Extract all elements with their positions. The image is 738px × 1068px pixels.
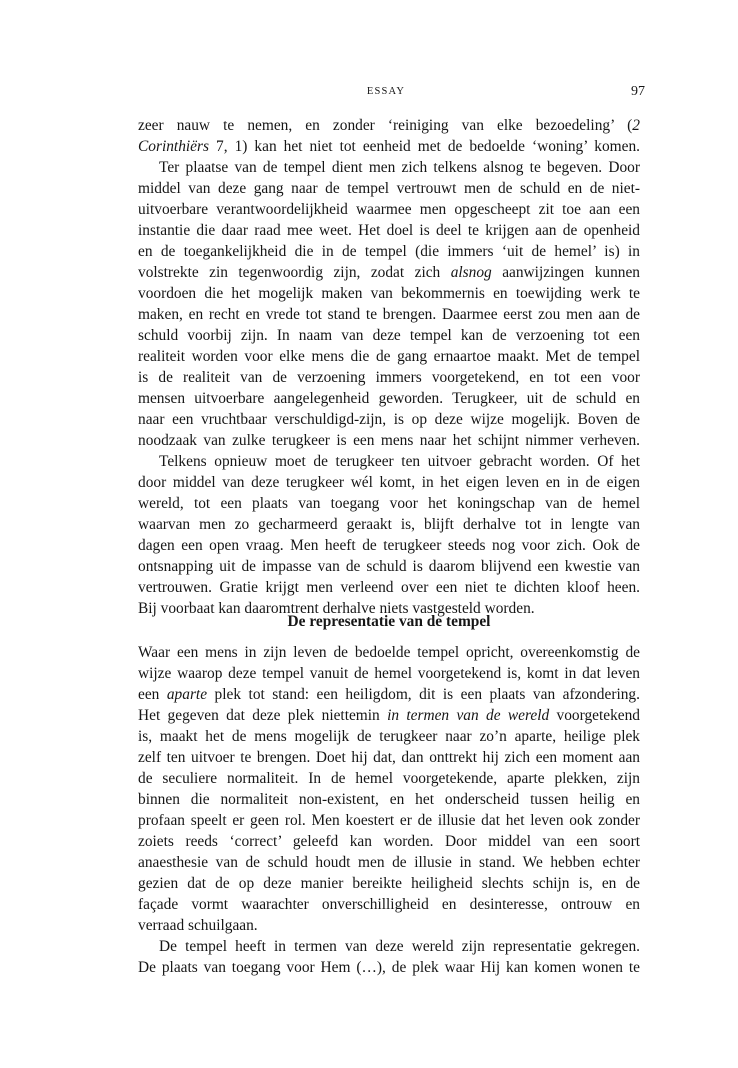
text-segment: zeer nauw te nemen, en zonder ‘reiniging van elke bezoedeling’ ( xyxy=(138,117,633,134)
text-line xyxy=(138,409,640,430)
text-line xyxy=(138,388,640,409)
text-line xyxy=(138,789,640,810)
text-line xyxy=(138,684,640,705)
text-segment: de seculiere normaliteit. In de hemel voorgetekende, aparte plekken, zijn xyxy=(138,770,640,787)
text-line xyxy=(138,514,640,535)
text-line xyxy=(138,262,640,283)
text-line xyxy=(138,472,640,493)
italic-text: 2 xyxy=(632,117,640,134)
text-segment: waarvan men zo gecharmeerd geraakt is, blijft derhalve tot in lengte van xyxy=(138,516,640,533)
text-line xyxy=(138,178,640,199)
italic-text: aparte xyxy=(166,686,208,703)
text-line xyxy=(138,136,640,157)
text-segment: verraad schuilgaan. xyxy=(138,917,258,934)
text-segment: 7, 1) kan het niet tot eenheid met de bedoelde ‘woning’ komen. xyxy=(208,138,640,155)
text-line xyxy=(138,304,640,325)
text-segment: schuld voorbij zijn. In naam van deze tempel kan de verzoening tot een xyxy=(138,327,640,344)
text-line xyxy=(138,346,640,367)
italic-text: alsnog xyxy=(450,264,492,281)
text-line xyxy=(138,325,640,346)
text-segment: wijze waarop deze tempel vanuit de hemel voorgetekend is, komt in dat leven xyxy=(138,665,640,682)
text-segment: zelf ten uitvoer te brengen. Doet hij dat, dan onttrekt hij zich een moment aan xyxy=(138,749,640,766)
text-line xyxy=(138,367,640,388)
text-segment: middel van deze gang naar de tempel vertrouwt men de schuld en de niet- xyxy=(138,180,640,197)
section-heading: De representatie van de tempel xyxy=(287,613,491,630)
text-segment: anaesthesie van de schuld houdt men de illusie in stand. We hebben echter xyxy=(138,854,640,871)
text-segment: wereld, tot een plaats van toegang voor het koningschap van de hemel xyxy=(138,495,640,512)
text-line xyxy=(138,220,640,241)
text-line xyxy=(138,852,640,873)
text-segment: zoiets reeds ‘correct’ geleefd kan worden. Door middel van een soort xyxy=(138,833,640,850)
text-segment: realiteit worden voor elke mens die de gang ernaartoe maakt. Met de tempel xyxy=(138,348,640,365)
text-segment: mensen uitvoerbare aangelegenheid geworden. Terugkeer, uit de schuld en xyxy=(138,390,640,407)
text-segment: aanwijzingen kunnen xyxy=(491,264,641,281)
text-segment: façade vormt waarachter onverschilligheid en desinteresse, ontrouw en xyxy=(138,896,640,913)
running-title: ESSAY xyxy=(366,86,406,97)
text-segment: noodzaak van zulke terugkeer is een mens naar het schijnt nimmer verheven. xyxy=(138,432,640,449)
section-heading-wrap xyxy=(138,610,640,634)
text-line xyxy=(138,768,640,789)
text-line xyxy=(138,663,640,684)
text-segment: en de toegankelijkheid die in de tempel (die immers ‘uit de hemel’ is) in xyxy=(138,243,640,260)
text-line xyxy=(138,577,640,598)
text-line xyxy=(138,115,640,136)
text-segment: De plaats van toegang voor Hem (…), de plek waar Hij kan komen wonen te xyxy=(138,959,640,976)
text-segment: instantie die daar raad mee weet. Het doel is deel te krijgen aan de openheid xyxy=(138,222,640,239)
text-segment: een xyxy=(138,686,167,703)
text-segment: Ter plaatse van de tempel dient men zich telkens alsnog te begeven. Door xyxy=(159,159,640,176)
text-line xyxy=(138,705,640,726)
text-segment: voorgetekend xyxy=(549,707,640,724)
italic-text: Corinthiërs xyxy=(138,138,209,155)
text-segment: plek tot stand: een heiligdom, dit is een plaats van afzondering. xyxy=(207,686,640,703)
page-number: 97 xyxy=(631,84,645,99)
text-line xyxy=(138,831,640,852)
text-segment: De tempel heeft in termen van deze wereld zijn representatie gekregen. xyxy=(159,938,640,955)
text-line xyxy=(138,535,640,556)
text-segment: uitvoerbare verantwoordelijkheid waarmee men opgescheept zit toe aan een xyxy=(138,201,640,218)
text-segment: naar een vruchtbaar verschuldigd-zijn, is op deze wijze mogelijk. Boven de xyxy=(138,411,640,428)
text-segment: volstrekte zin tegenwoordig zijn, zodat zich xyxy=(138,264,451,281)
text-line xyxy=(138,873,640,894)
text-line xyxy=(138,283,640,304)
text-segment: profaan speelt er geen rol. Men koestert er de illusie dat het leven ook zonder xyxy=(138,812,640,829)
text-segment: Waar een mens in zijn leven de bedoelde tempel opricht, overeenkomstig de xyxy=(138,644,640,661)
text-segment: maken, en recht en vrede tot stand te brengen. Daarmee eerst zou men aan de xyxy=(138,306,640,323)
text-line xyxy=(138,556,640,577)
running-head xyxy=(138,86,634,97)
text-segment: Het gegeven dat deze plek niettemin xyxy=(138,707,388,724)
text-segment: is de realiteit van de verzoening immers voorgetekend, en tot een voor xyxy=(138,369,640,386)
text-segment: voordoen die het mogelijk maken van bekommernis en toewijding werk te xyxy=(138,285,640,302)
text-line xyxy=(138,726,640,747)
text-line xyxy=(138,451,640,472)
text-segment: Telkens opnieuw moet de terugkeer ten uitvoer gebracht worden. Of het xyxy=(159,453,640,470)
italic-text: in termen van de wereld xyxy=(387,707,550,724)
text-line xyxy=(138,157,640,178)
text-line xyxy=(138,642,640,663)
body-text-block-2 xyxy=(138,642,640,978)
text-line xyxy=(138,747,640,768)
body-text-block-1 xyxy=(138,115,640,619)
text-line xyxy=(138,430,640,451)
text-segment: ontsnapping uit de impasse van de schuld is daarom blijvend een kwestie van xyxy=(138,558,640,575)
text-line xyxy=(138,493,640,514)
text-segment: is, maakt het de mens mogelijk de terugkeer naar zo’n aparte, heilige plek xyxy=(138,728,640,745)
text-segment: vertrouwen. Gratie krijgt men verleend over een niet te dichten kloof heen. xyxy=(138,579,640,596)
text-line xyxy=(138,915,640,936)
text-line xyxy=(138,957,640,978)
text-segment: dagen een open vraag. Men heeft de terugkeer steeds nog voor zich. Ook de xyxy=(138,537,640,554)
text-line xyxy=(138,810,640,831)
text-segment: Bij voorbaat kan daaromtrent derhalve niets vastgesteld worden. xyxy=(138,600,535,617)
text-segment: binnen die normaliteit non-existent, en het onderscheid tussen heilig en xyxy=(138,791,640,808)
text-segment: gezien dat de op deze manier bereikte heiligheid slechts schijn is, en de xyxy=(138,875,640,892)
text-line xyxy=(138,894,640,915)
text-line xyxy=(138,241,640,262)
text-segment: door middel van deze terugkeer wél komt, in het eigen leven en in de eigen xyxy=(138,474,640,491)
text-line xyxy=(138,936,640,957)
text-line xyxy=(138,199,640,220)
